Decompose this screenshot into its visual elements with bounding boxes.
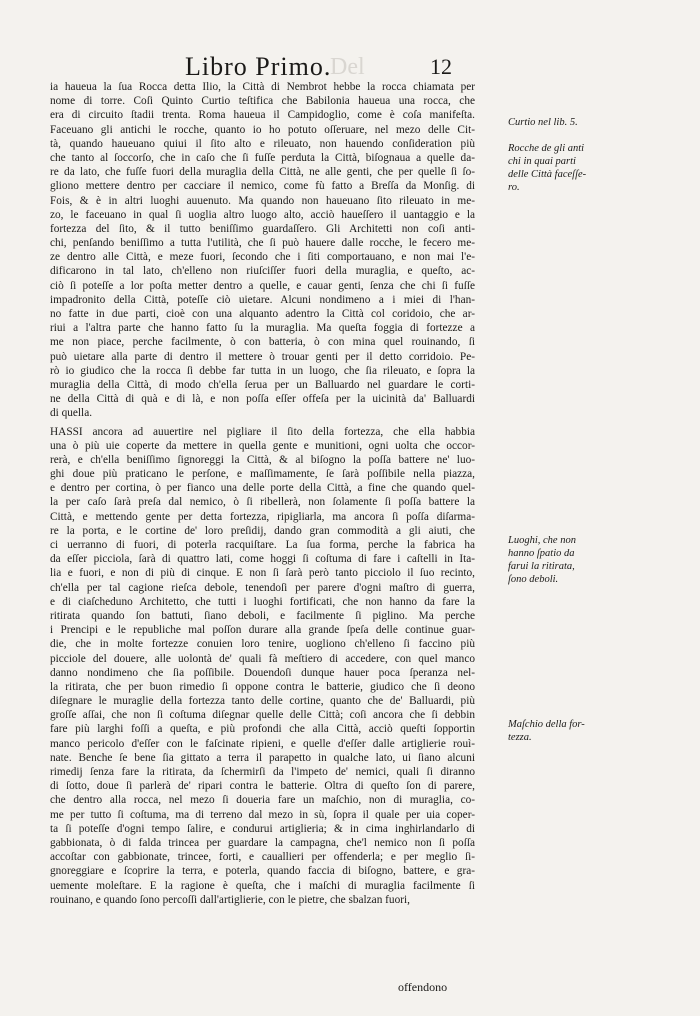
text-line: zo, le faceuano in qual ſi uoglia altro luogo alto, acciò haueſſero il uantaggio e la [50,208,475,221]
page-number: 12 [430,54,452,79]
margin-note-line: Maſchio della for- [508,719,585,730]
text-line: e di ciaſcheduno Architetto, che tutti i luoghi fortificati, che non hanno da fare la [50,595,475,608]
text-line: ch'ella per tal cagione rieſca debole, tenendoſi per parere d'ogni maſtro di guerra, [50,581,475,594]
text-line: nome di torre. Coſi Quinto Curtio teſtifica che Babilonia haueua una rocca, che [50,95,475,108]
text-line: e dentro per cortina, ò per fianco una delle porte della Città, a fine che quando quel- [50,482,475,495]
text-line: che dentro alla rocca, nel mezo ſi doueria fare un maſchio, non di muraglia, co- [50,794,475,807]
text-line: re la porta, e le cortine de' loro preſidij, dando gran commodità a gli aiuti, che [50,524,475,537]
margin-note-line: farui la ritirata, [508,561,575,572]
text-line: me non piace, perche facilmente, ò con batteria, ò con mina quel rouinando, ſi [50,336,475,349]
margin-note-line: delle Città faceſſe- [508,169,587,180]
text-line: ne della Città di quà e di là, e non poſſa eſſer offeſa per la uicinità da' Balluardi [50,393,475,406]
text-line: ciò ſi poteſſe a lor poſta metter dentro a quelle, e cauar genti, ſenza che chi ſi fuſſe [50,279,475,292]
text-line: lia e fuori, e non di più di cinque. E non ſi ſarà però tanto picciolo il ſuo recinto, [50,567,475,580]
text-line: che tanto al ſoccorſo, che in caſo che ſi fuſſe perduta la Città, biſognaua a quelle da- [50,151,475,164]
text-line: HASSI ancora ad auuertire nel pigliare il ſito della fortezza, che ella habbia [50,425,475,438]
text-line: ia haueua la ſua Rocca detta Ilio, la Città di Nembrot hebbe la rocca chiamata per [50,81,475,93]
text-line: fortezza del ſito, & il tutto beniſſimo guardaſſero. Gli Architetti non coſi anti- [50,222,475,235]
text-line: Fois, & è in altri luoghi auuenuto. Ma quando non haueuano ſito rileuato in me- [50,194,475,207]
text-line: no fatte in due parti, cioè con una alquanto adentro la Città col coridoio, che ar- [50,308,475,320]
text-line: accoſtar con gabbionate, trincee, forti, e cauallieri per offenderla; e per meglio ſi- [50,851,475,864]
margin-note-line: tezza. [508,732,532,743]
text-line: uemente moleſtare. E la ragione è queſta, che i maſchi di muraglia facilmente ſi [50,879,475,892]
paragraph-2 [50,425,475,907]
margin-note-line: hanno ſpatio da [508,548,575,559]
text-line: era di circuito ſtadii trenta. Roma haueua il Campidoglio, come è coſa manifeſta. [50,109,475,122]
paragraph-1 [50,80,475,421]
margin-note-line: chi in quai parti [508,156,576,167]
catchword: offendono [398,980,448,994]
margin-note-luoghi [508,534,594,586]
text-line: nate. Benche ſe bene ſia gittato a terra il parapetto in qualche lato, ui ſiano alcuni [50,751,475,764]
text-line: ta ſi poteſſe d'ogni tempo ſalire, e condurui artiglieria; & in cima inghirlandarlo di [50,822,475,835]
text-line: ci uerranno di fuori, di poterla racquiſtare. La ſua forma, perche la fabrica ha [50,539,475,551]
text-line: la per caſo ſarà preſa dal nemico, ò ſi ribellerà, non ſolamente ſi poſſa battere la [50,496,475,509]
text-line: chi, penſando beniſſimo a tutta l'utilità, che ſi può hauere dalle rocche, le fecero me- [50,237,475,250]
text-line: da eſſer picciola, ſarà di quattro lati, come hoggi ſi coſtuma di fare i caſtelli in Ita- [50,553,475,566]
text-line: die, che in molte fortezze conuien loro tenire, uogliono ch'elleno ſi faccino più [50,638,475,651]
text-line: di ſotto, doue ſi parlerà de' ripari contra le batterie. Oltra di queſto ſon di parere, [50,780,475,793]
margin-note-maschio [508,718,594,744]
margin-note-line: Curtio nel lib. 5. [508,117,578,128]
running-title: Libro Primo. [185,52,332,81]
text-line: tà, quando haueuano quiui il ſito alto e rileuato, non hauendo conſideration più [50,137,475,150]
text-line: ritirata quando ſon battuti, ſiano deboli, e facilmente ſi piglino. Ma perche [50,609,475,622]
text-line: rerà, e ch'ella beniſſimo ſignoreggi la Città, & al biſogno la poſſa battere ne' luo- [50,453,475,466]
text-line: impadronito della Città, poteſſe ciò uietare. Alcuni nondimeno a i miei di l'han- [50,293,475,306]
text-line: gnoreggiare e ſcoprire la terra, e poterla, quando faccia di biſogno, battere, e gra- [50,865,475,878]
margin-note-curtio [508,116,594,129]
text-line: può uietare alla parte di dentro il mettere ò trouar genti per il detto corridoio. Pe- [50,350,475,363]
text-line: danno nondimeno che ſia poſſibile. Douendoſi dunque hauer poca ſperanza nel- [50,666,475,679]
text-line: gliono mettere dentro per cacciare il nemico, come fù fatto a Breſſa da Monſig. di [50,180,475,193]
text-line: Città, e mettendo gente per detta fortezza, ripigliarla, ma ancora ſi poſſa diſarma- [50,510,475,523]
text-line: riui a l'altra parte che hanno fatto ſu la muraglia. Ma queſta foggia di fortezze a [50,322,475,335]
margin-note-line: ſono deboli. [508,574,559,585]
main-text [50,80,475,907]
text-line: rimedij ſenza fare la ritirata, da ſchermirſi da l'impeto de' nemici, quali ſi diranno [50,766,475,778]
margin-note-line: Luoghi, che non [508,535,576,546]
text-line: di quella. [50,407,93,420]
text-line: una ò più uie coperte da mettere in quella gente e munitioni, ogni uolta che occor- [50,439,475,452]
text-line: rouinano, e quando ſono percoſſi dall'artiglierie, con le pietre, che sbalzan fuori, [50,893,410,906]
text-line: groſſe aſſai, che non ſi coſtuma diſegnar quelle delle Città; coſi ancora che ſi debbin [50,709,475,722]
show-through-text: Del [330,54,365,80]
text-line: manco pericolo d'eſſer con le faſcinate ripieni, e quelle d'eſſer dalle artiglierie rouì- [50,737,475,750]
text-line: muraglia della Città, di modo ch'ella ſerua per un Balluardo nel guardare le corti- [50,378,475,391]
text-line: fare più larghi foſſi a queſta, e più profondi che alla Città, acciò queſti ſopportin [50,723,475,736]
text-line: Faceuano gli antichi le rocche, quanto io ho potuto oſſeruare, nel mezo delle Cit- [50,123,475,136]
text-line: diſegnare le muraglie della fortezza tanto delle cortine, quanto che de' Balluardi, più [50,695,475,708]
text-line: picciole del douere, alle uolontà de' quali fà meſtiero di accedere, con quel manco [50,652,475,665]
margin-note-line: Rocche de gli anti [508,143,585,154]
text-line: re da lato, che fuſſe fuori della muraglia della Città, ne alle genti, che per quelle ſi ſo- [50,166,475,179]
text-line: la ritirata, che per buon rimedio ſi oppone contra le batterie, giudico che ſi deono [50,680,475,693]
text-line: rò io giudico che la rocca ſi debbe far tutta in un luogo, che ſia rileuato, e ſopra la [50,364,475,377]
margin-note-line: ro. [508,182,520,193]
text-line: i Prencipi e le republiche mal poſſon durare alla grande ſpeſa delle continue guar- [50,624,475,637]
text-line: dificarono in tal lato, ch'elleno non riuſciſſer fuori della muraglia, e queſto, ac- [50,265,475,278]
text-line: gabbionata, ò di falda trincea per guardare la campagna, che'l nemico non ſi poſſa [50,836,475,849]
margin-note-rocche [508,142,594,194]
text-line: me per tutto ſi coſtuma, ma di terreno dal mezo in sù, ſopra il quale per uia coper- [50,808,475,821]
text-line: ghi doue più praticano le perſone, e maſſimamente, ſe ſarà poſſibile nella piazza, [50,468,475,481]
text-line: ze dentro alle Città, e meze fuori, ſecondo che i ſiti comportauano, e non mai l'e- [50,251,475,264]
